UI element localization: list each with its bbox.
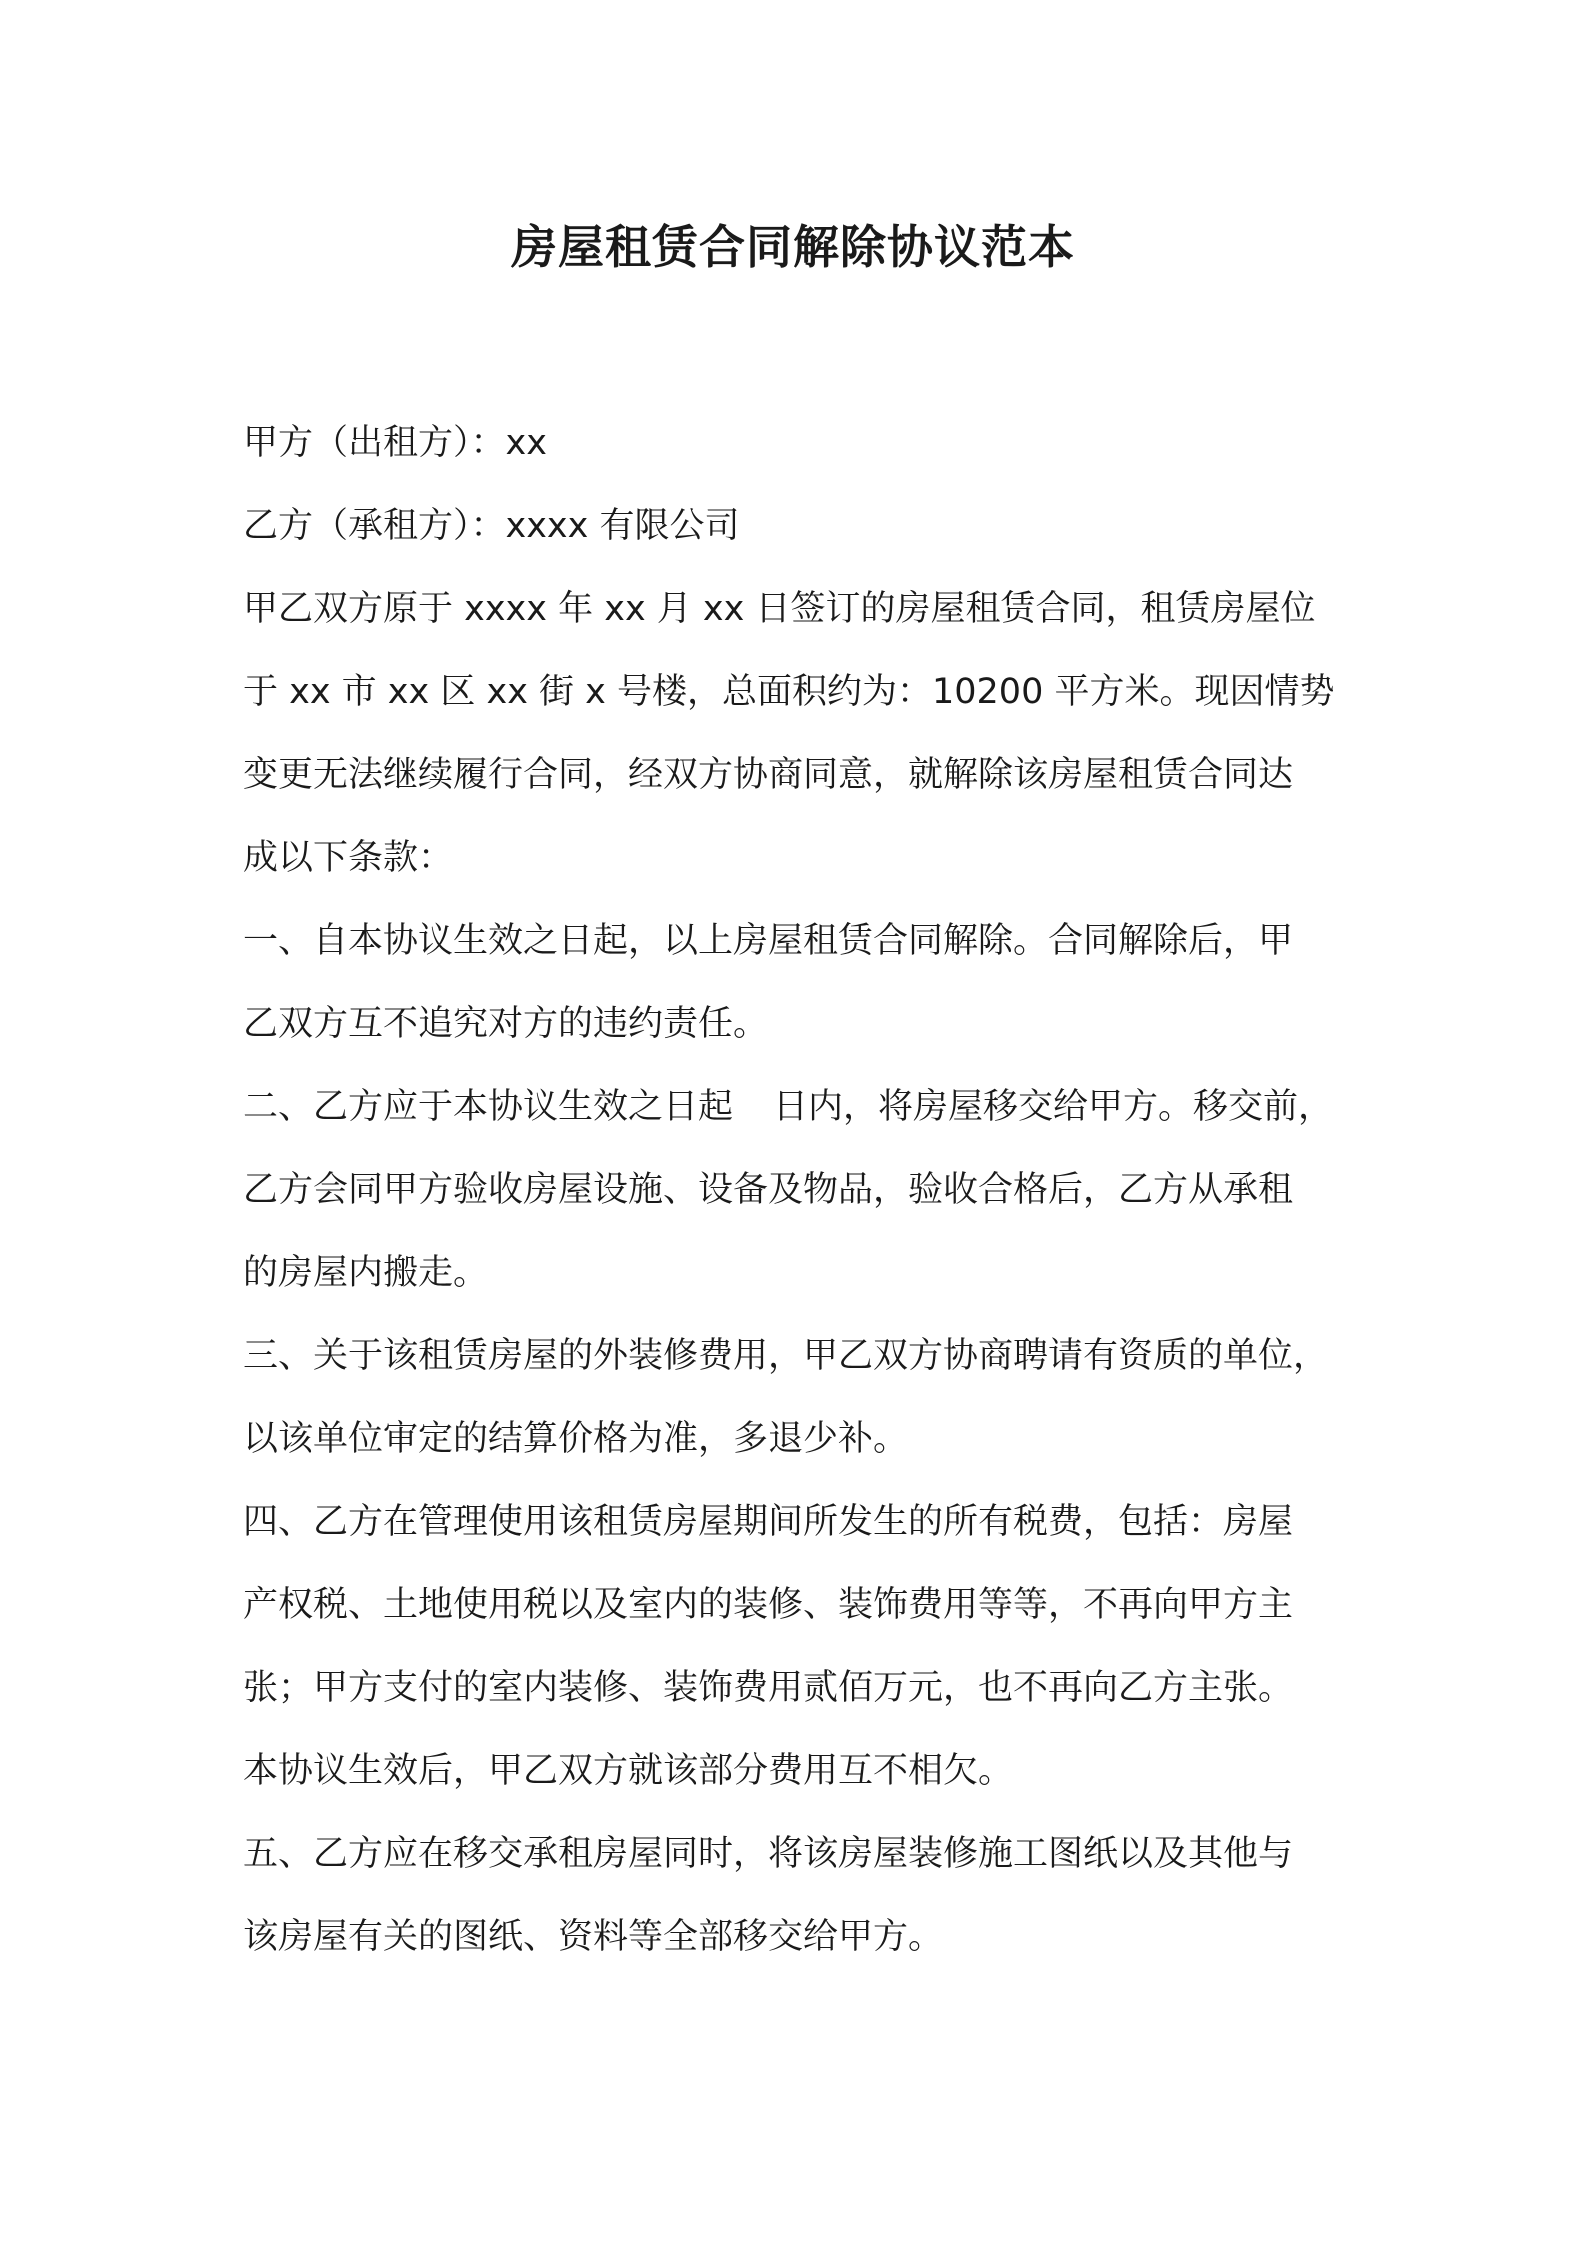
clause-4-line-4: 本协议生效后，甲乙双方就该部分费用互不相欠。 <box>243 1751 1014 1791</box>
clause-3-line-2: 以该单位审定的结算价格为准，多退少补。 <box>243 1419 909 1459</box>
intro-line-1: 甲乙双方原于 xxxx 年 xx 月 xx 日签订的房屋租赁合同，租赁房屋位 <box>243 589 1316 629</box>
intro-line-4: 成以下条款： <box>243 838 454 878</box>
clause-5-line-2: 该房屋有关的图纸、资料等全部移交给甲方。 <box>243 1917 944 1957</box>
document-title: 房屋租赁合同解除协议范本 <box>511 220 1075 274</box>
intro-line-3: 变更无法继续履行合同，经双方协商同意，就解除该房屋租赁合同达 <box>243 755 1294 795</box>
intro-line-2: 于 xx 市 xx 区 xx 街 x 号楼，总面积约为：10200 平方米。现因情势 <box>243 672 1335 712</box>
clause-4-line-3: 张；甲方支付的室内装修、装饰费用贰佰万元，也不再向乙方主张。 <box>243 1668 1294 1708</box>
clause-2-line-1 <box>243 1066 1358 1149</box>
clause-2-line-3: 的房屋内搬走。 <box>243 1253 489 1293</box>
clause-2-line-1-part-2: 日内，将房屋移交给甲方。移交前， <box>773 1087 1334 1127</box>
clause-1-line-2: 乙双方互不追究对方的违约责任。 <box>243 1004 769 1044</box>
document-body <box>243 402 1358 1979</box>
clause-5-line-1: 五、乙方应在移交承租房屋同时，将该房屋装修施工图纸以及其他与 <box>243 1834 1294 1874</box>
clause-4-line-2: 产权税、土地使用税以及室内的装修、装饰费用等等，不再向甲方主 <box>243 1585 1294 1625</box>
clause-2-line-1-part-1: 二、乙方应于本协议生效之日起 <box>243 1087 734 1127</box>
party-b-line: 乙方（承租方）：xxxx 有限公司 <box>243 506 740 546</box>
clause-4-line-1: 四、乙方在管理使用该租赁房屋期间所发生的所有税费，包括：房屋 <box>243 1502 1294 1542</box>
clause-2-line-2: 乙方会同甲方验收房屋设施、设备及物品，验收合格后，乙方从承租 <box>243 1170 1294 1210</box>
party-a-line: 甲方（出租方）：xx <box>243 423 547 463</box>
clause-3-line-1: 三、关于该租赁房屋的外装修费用，甲乙双方协商聘请有资质的单位， <box>243 1336 1329 1376</box>
clause-1-line-1: 一、自本协议生效之日起，以上房屋租赁合同解除。合同解除后，甲 <box>243 921 1294 961</box>
